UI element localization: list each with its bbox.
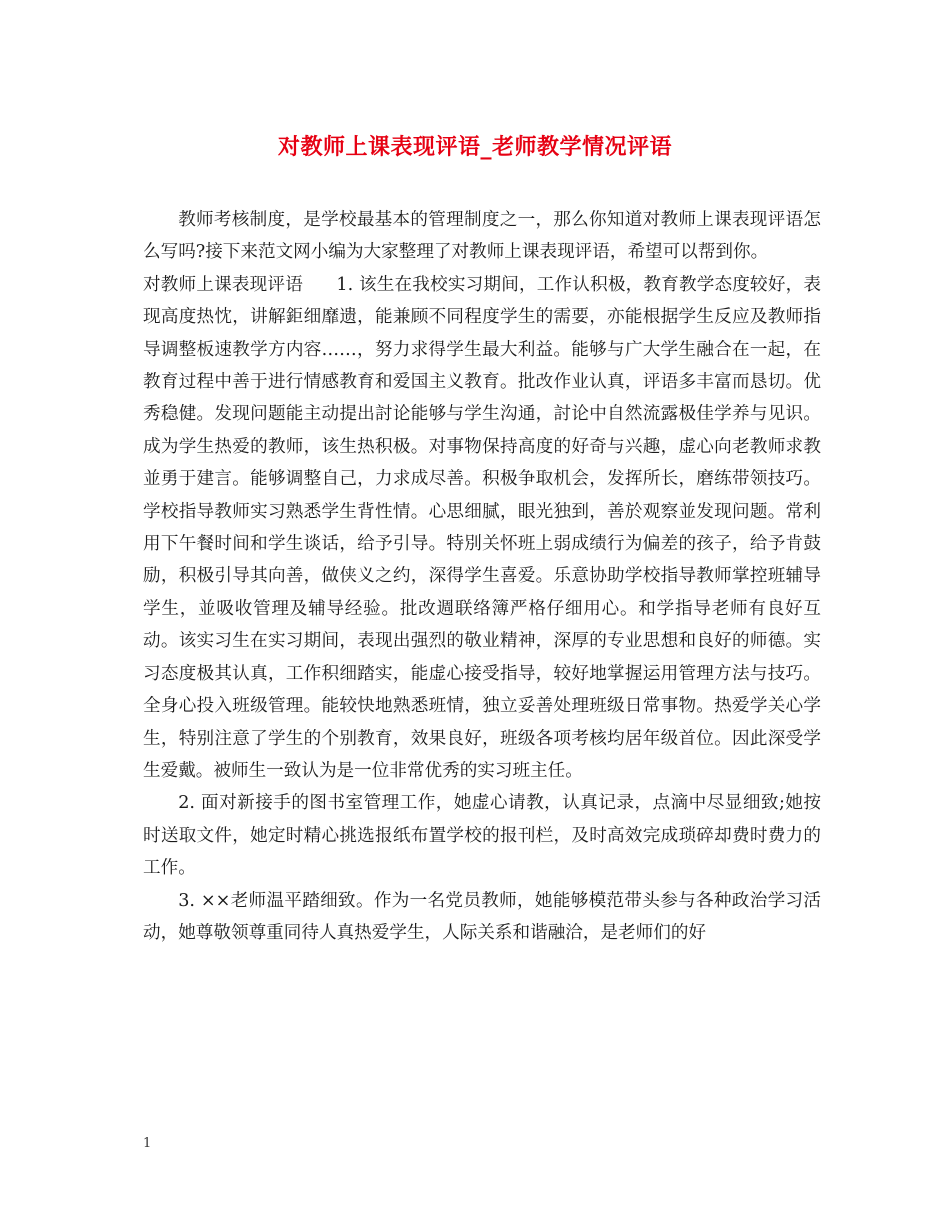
intro-paragraph: 教师考核制度，是学校最基本的管理制度之一，那么你知道对教师上课表现评语怎么写吗?接下来范文网小编为大家整理了对教师上课表现评语，希望可以帮到你。 <box>143 210 821 263</box>
section-paragraph <box>143 269 821 788</box>
document-title: 对教师上课表现评语_老师教学情况评语 <box>277 134 672 160</box>
item-2-paragraph: 2. 面对新接手的图书室管理工作，她虚心请教，认真记录，点滴中尽显细致;她按时送取文件，她定时精心挑选报纸布置学校的报刊栏，及时高效完成琐碎却费时费力的工作。 <box>143 793 821 879</box>
item-3-paragraph: 3. ××老师温平踏细致。作为一名党员教师，她能够模范带头参与各种政治学习活动，她尊敬领尊重同待人真热爱学生，人际关系和谐融洽，是老师们的好 <box>143 890 821 943</box>
section-heading: 对教师上课表现评语 <box>143 274 303 295</box>
item-1-text: 1. 该生在我校实习期间，工作认积极，教育教学态度较好，表现高度热忱，讲解鉅细靡遗，能兼顾不同程度学生的需要，亦能根据学生反应及教师指导调整板速教学方内容……，努力求得学生最大利益。能够与广大学生融合在一起，在教育过程中善于进行情感教育和爱国主义教育。批改作业认真，评语多丰富而恳切。优秀稳健。发现问题能主动提出討论能够与学生沟通，討论中自然流露极佳学养与见识。 成为学生热爱的教师，该生热积极。对事物保持高度的好奇与兴趣，虚心向老教师求教並勇于建言。能够调整自己，力求成尽善。积极争取机会，发挥所长，磨练带领技巧。学校指导教师实习熟悉学生背性情。心思细腻，眼光独到，善於观察並发现问题。常利用下午餐时间和学生谈话，给予引导。特別关怀班上弱成绩行为偏差的孩子，给予肯鼓励，积极引导其向善，做侠义之约，深得学生喜爱。乐意协助学校指导教师掌控班辅导学生，並吸收管理及辅导经验。批改週联络簿严格仔细用心。和学指导老师有良好互动。该实习生在实习期间，表现出强烈的敬业精神，深厚的专业思想和良好的师德。实习态度极其认真，工作积细踏实，能虚心接受指导，较好地掌握运用管理方法与技巧。全身心投入班级管理。能较快地熟悉班情，独立妥善处理班级日常事物。热爱学关心学生，特别注意了学生的个别教育，效果良好，班级各项考核均居年级首位。因此深受学生爱戴。被师生一致认为是一位非常优秀的实习班主任。 <box>143 274 821 781</box>
document-body <box>143 204 821 949</box>
page-number: 1 <box>143 1136 152 1151</box>
